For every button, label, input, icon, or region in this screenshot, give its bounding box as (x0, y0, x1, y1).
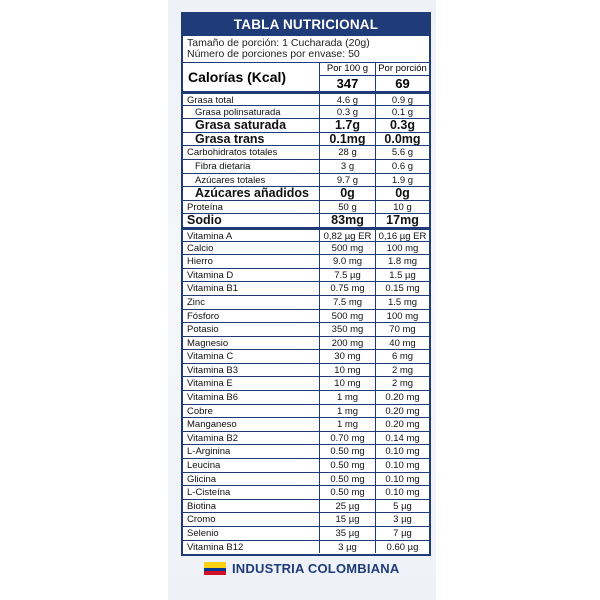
table-row (183, 540, 429, 554)
value-per-serving: 1.9 g (375, 174, 429, 187)
value-per100: 7.5 µg (319, 269, 375, 282)
nutrient-label: Sodio (187, 213, 222, 228)
table-row (183, 254, 429, 268)
nutrient-label: Grasa polinsaturada (195, 106, 281, 118)
nutrient-label: Cromo (187, 514, 216, 526)
table-row (183, 173, 429, 187)
nutrient-label: Zinc (187, 296, 205, 308)
value-per100: 9.0 mg (319, 255, 375, 268)
value-per100: 1 mg (319, 405, 375, 418)
nutrient-label: Manganeso (187, 419, 237, 431)
nutrient-label: Azúcares añadidos (195, 186, 309, 201)
table-row (183, 159, 429, 173)
table-row (183, 349, 429, 363)
table-row (183, 91, 429, 105)
value-per-serving: 0.10 mg (375, 459, 429, 472)
value-per-serving: 100 mg (375, 310, 429, 323)
nutrient-rows (183, 91, 429, 553)
value-per100: 4.6 g (319, 94, 375, 105)
value-per100: 500 mg (319, 310, 375, 323)
nutrient-label: Cobre (187, 405, 213, 417)
nutrient-label: Vitamina A (187, 230, 233, 242)
table-row (183, 444, 429, 458)
value-per-serving: 1.5 mg (375, 296, 429, 309)
value-per100: 1 mg (319, 418, 375, 431)
nutrient-label: Biotina (187, 500, 217, 512)
table-row (183, 526, 429, 540)
calories-per100: 347 (336, 76, 359, 91)
table-row (183, 431, 429, 445)
table-row (183, 132, 429, 146)
table-row (183, 485, 429, 499)
nutrient-label: Potasio (187, 324, 219, 336)
value-per-serving: 100 mg (375, 242, 429, 255)
value-per-serving: 5 µg (375, 500, 429, 513)
value-per100: 0.50 mg (319, 486, 375, 499)
colombia-flag-icon (204, 562, 226, 575)
table-row (183, 213, 429, 227)
value-per100: 1.7g (319, 119, 375, 132)
value-per-serving: 0.6 g (375, 160, 429, 173)
value-per-serving: 0,16 µg ER (375, 230, 429, 241)
nutrient-label: Vitamina B3 (187, 364, 239, 376)
table-row (183, 295, 429, 309)
value-per-serving: 7 µg (375, 527, 429, 540)
value-per100: 0.70 mg (319, 432, 375, 445)
per100-header: Por 100 g (320, 63, 375, 76)
value-per-serving: 6 mg (375, 350, 429, 363)
value-per100: 0.50 mg (319, 459, 375, 472)
nutrient-label: Azúcares totales (195, 174, 266, 186)
table-row (183, 118, 429, 132)
value-per-serving: 0.10 mg (375, 473, 429, 486)
value-per100: 0,82 µg ER (319, 230, 375, 241)
table-row (183, 186, 429, 200)
servings-per-container: Número de porciones por envase: 50 (187, 48, 360, 60)
table-row (183, 105, 429, 119)
nutrient-label: Selenio (187, 528, 219, 539)
footer-text: INDUSTRIA COLOMBIANA (232, 560, 400, 576)
value-per-serving: 0.10 mg (375, 445, 429, 458)
table-row (183, 336, 429, 350)
table-row (183, 376, 429, 390)
table-row (183, 499, 429, 513)
nutrient-label: Vitamina C (187, 351, 234, 363)
table-row (183, 281, 429, 295)
value-per100: 350 mg (319, 323, 375, 336)
nutrient-label: Leucina (187, 460, 221, 472)
value-per-serving: 1.8 mg (375, 255, 429, 268)
nutrient-label: Vitamina B12 (187, 541, 244, 553)
per-serving-header: Por porción (376, 63, 429, 76)
nutrient-label: L-Arginina (187, 446, 231, 458)
nutrient-label: Vitamina E (187, 378, 233, 390)
value-per100: 0.3 g (319, 106, 375, 119)
value-per100: 0g (319, 187, 375, 200)
value-per-serving: 70 mg (375, 323, 429, 336)
per100-column (319, 63, 375, 91)
value-per100: 0.50 mg (319, 473, 375, 486)
value-per100: 9.7 g (319, 174, 375, 187)
value-per-serving: 0.10 mg (375, 486, 429, 499)
value-per-serving: 40 mg (375, 337, 429, 350)
nutrient-label: Glicina (187, 473, 217, 485)
calories-label: Calorías (Kcal) (188, 69, 287, 85)
nutrient-label: Fibra dietaria (195, 160, 251, 172)
table-row (183, 458, 429, 472)
value-per-serving: 0.1 g (375, 106, 429, 119)
table-row (183, 512, 429, 526)
value-per-serving: 3 µg (375, 513, 429, 526)
table-row (183, 322, 429, 336)
value-per100: 10 mg (319, 364, 375, 377)
table-row (183, 472, 429, 486)
value-per100: 50 g (319, 201, 375, 214)
value-per100: 10 mg (319, 377, 375, 390)
table-row (183, 227, 429, 241)
value-per100: 3 µg (319, 541, 375, 554)
nutrient-label: Vitamina B2 (187, 432, 239, 444)
origin-footer (204, 560, 399, 576)
nutrient-label: L-Cisteína (187, 487, 231, 499)
table-row (183, 417, 429, 431)
nutrient-label: Proteína (187, 201, 223, 213)
nutrient-label: Vitamina B6 (187, 392, 239, 404)
nutrient-label: Grasa saturada (195, 118, 287, 133)
value-per-serving: 0.0mg (375, 133, 429, 146)
value-per100: 15 µg (319, 513, 375, 526)
value-per100: 3 g (319, 160, 375, 173)
nutrition-table (181, 12, 431, 556)
nutrient-label: Carbohidratos totales (187, 147, 278, 159)
nutrient-label: Grasa total (187, 95, 234, 106)
value-per100: 0.50 mg (319, 445, 375, 458)
nutrient-label: Calcio (187, 242, 214, 254)
value-per-serving: 0.60 µg (375, 541, 429, 554)
value-per100: 28 g (319, 146, 375, 159)
per-serving-column (375, 63, 429, 91)
value-per-serving: 0.20 mg (375, 391, 429, 404)
table-row (183, 363, 429, 377)
serving-info (183, 36, 429, 60)
nutrient-label: Vitamina D (187, 269, 234, 281)
nutrient-label: Grasa trans (195, 131, 265, 146)
value-per100: 35 µg (319, 527, 375, 540)
table-row (183, 200, 429, 214)
calories-per-serving: 69 (395, 76, 410, 91)
nutrient-label: Hierro (187, 256, 213, 268)
value-per-serving: 17mg (375, 214, 429, 227)
nutrient-label: Magnesio (187, 337, 229, 349)
serving-size: Tamaño de porción: 1 Cucharada (20g) (187, 37, 370, 49)
value-per-serving: 2 mg (375, 377, 429, 390)
value-per-serving: 0.20 mg (375, 418, 429, 431)
calories-row (183, 62, 429, 91)
table-row (183, 404, 429, 418)
value-per-serving: 10 g (375, 201, 429, 214)
value-per100: 200 mg (319, 337, 375, 350)
value-per-serving: 0g (375, 187, 429, 200)
value-per100: 500 mg (319, 242, 375, 255)
value-per-serving: 0.9 g (375, 94, 429, 105)
value-per-serving: 2 mg (375, 364, 429, 377)
value-per100: 0.1mg (319, 133, 375, 146)
value-per-serving: 0.15 mg (375, 282, 429, 295)
value-per100: 83mg (319, 214, 375, 227)
value-per-serving: 0.20 mg (375, 405, 429, 418)
value-per-serving: 1.5 µg (375, 269, 429, 282)
value-per-serving: 0.3g (375, 119, 429, 132)
table-row (183, 268, 429, 282)
value-per100: 0.75 mg (319, 282, 375, 295)
value-per100: 30 mg (319, 350, 375, 363)
table-row (183, 309, 429, 323)
value-per100: 7.5 mg (319, 296, 375, 309)
table-row (183, 241, 429, 255)
value-per100: 1 mg (319, 391, 375, 404)
value-per-serving: 0.14 mg (375, 432, 429, 445)
nutrient-label: Vitamina B1 (187, 283, 239, 295)
value-per-serving: 5.6 g (375, 146, 429, 159)
nutrient-label: Fósforo (187, 310, 220, 322)
table-row (183, 145, 429, 159)
table-title: TABLA NUTRICIONAL (183, 14, 429, 36)
table-row (183, 390, 429, 404)
value-per100: 25 µg (319, 500, 375, 513)
